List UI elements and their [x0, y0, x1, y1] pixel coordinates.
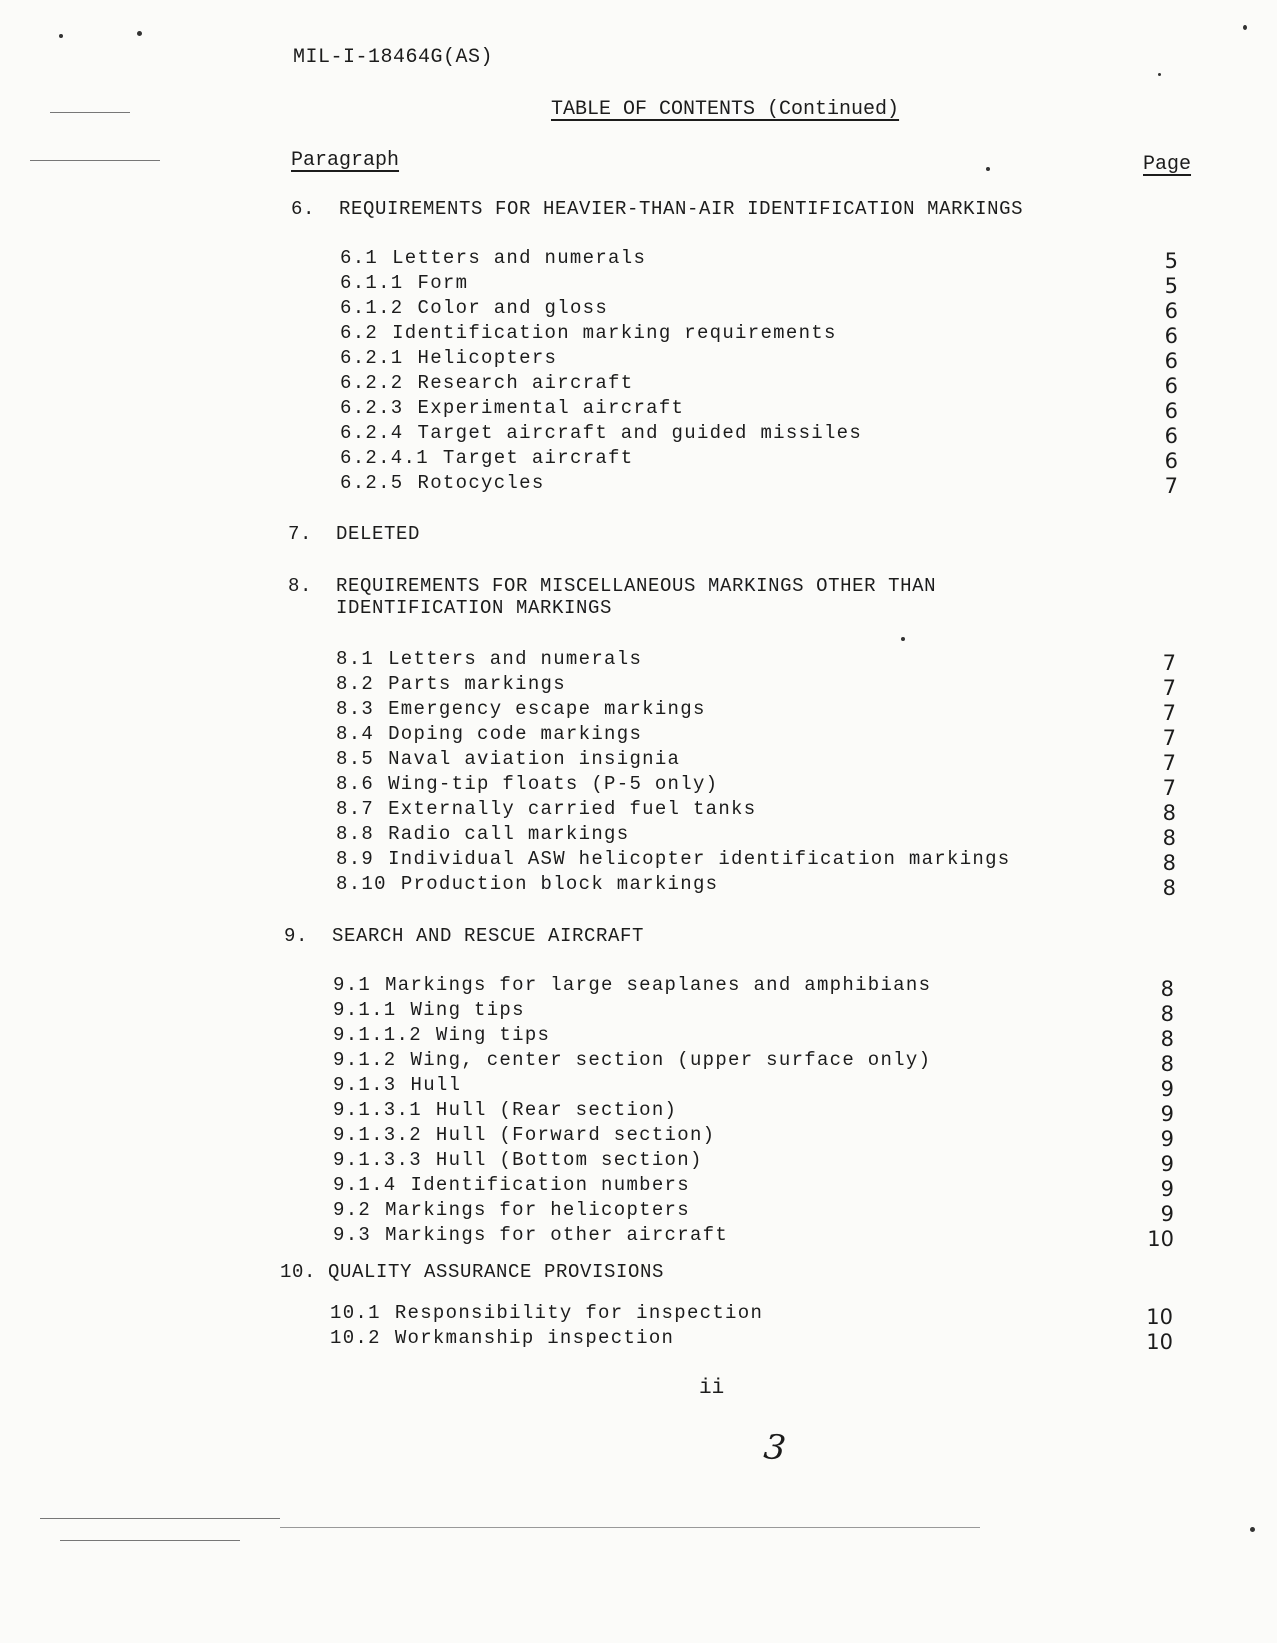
- entry-page: 10: [1146, 1330, 1173, 1354]
- entry-page: 8: [1162, 876, 1176, 900]
- entry-code: 9.3: [333, 1224, 372, 1246]
- entry-text: Research aircraft: [417, 372, 634, 394]
- entry-page: 8: [1160, 1027, 1174, 1051]
- entry-text: Identification numbers: [410, 1174, 690, 1196]
- scan-streak: [40, 1518, 280, 1519]
- document-identifier: MIL-I-18464G(AS): [293, 46, 494, 69]
- paragraph-column-header: Paragraph: [291, 149, 400, 172]
- toc-entry: [333, 1124, 715, 1146]
- entry-code: 9.1.3.1: [333, 1099, 422, 1121]
- page-column-header: Page: [1143, 153, 1192, 176]
- scan-streak: [280, 1527, 980, 1528]
- toc-entry: [340, 322, 837, 344]
- entry-text: Naval aviation insignia: [388, 748, 681, 770]
- toc-entry: [333, 1099, 677, 1121]
- toc-entry: [340, 297, 608, 319]
- entry-code: 8.6: [336, 773, 375, 795]
- toc-entry: [336, 773, 718, 795]
- entry-code: 6.2.4.1: [340, 447, 429, 469]
- entry-page: 8: [1160, 1052, 1174, 1076]
- entry-code: 8.10: [336, 873, 387, 895]
- entry-page: 9: [1160, 1102, 1174, 1126]
- entry-page: 9: [1160, 1177, 1174, 1201]
- entry-page: 8: [1160, 977, 1174, 1001]
- entry-code: 6.1: [340, 247, 379, 269]
- toc-entry: [336, 673, 566, 695]
- toc-entry: [336, 798, 756, 820]
- entry-code: 8.1: [336, 648, 375, 670]
- toc-entry: [333, 1074, 461, 1096]
- entry-text: Emergency escape markings: [388, 698, 706, 720]
- entry-text: Individual ASW helicopter identification markings: [388, 848, 1011, 870]
- entry-page: 8: [1162, 826, 1176, 850]
- entry-code: 9.1.2: [333, 1049, 397, 1071]
- entry-page: 6: [1164, 299, 1178, 323]
- page-folio: ii: [699, 1377, 725, 1400]
- entry-code: 9.1.3.3: [333, 1149, 422, 1171]
- toc-entry: [333, 1174, 690, 1196]
- entry-code: 9.1.1: [333, 999, 397, 1021]
- entry-code: 9.1.3.2: [333, 1124, 422, 1146]
- entry-page: 6: [1164, 424, 1178, 448]
- entry-code: 9.1.3: [333, 1074, 397, 1096]
- entry-page: 9: [1160, 1152, 1174, 1176]
- toc-entry: [333, 974, 931, 996]
- toc-entry: [340, 397, 684, 419]
- entry-page: 7: [1164, 474, 1178, 498]
- toc-entry: [336, 748, 680, 770]
- section-number: 6.: [291, 198, 316, 220]
- entry-code: 6.2.1: [340, 347, 404, 369]
- toc-entry: [330, 1302, 763, 1324]
- entry-page: 7: [1162, 751, 1176, 775]
- entry-code: 9.2: [333, 1199, 372, 1221]
- section-number: 7.: [288, 523, 313, 545]
- section-heading: [284, 925, 644, 947]
- entry-text: Letters and numerals: [388, 648, 643, 670]
- entry-text: Color and gloss: [417, 297, 609, 319]
- entry-page: 7: [1162, 701, 1176, 725]
- toc-entry: [340, 347, 557, 369]
- entry-text: Wing, center section (upper surface only): [410, 1049, 932, 1071]
- entry-code: 6.1.1: [340, 272, 404, 294]
- handwritten-page-number: 3: [761, 1426, 788, 1470]
- entry-page: 6: [1164, 449, 1178, 473]
- entry-code: 6.2.3: [340, 397, 404, 419]
- entry-text: Radio call markings: [388, 823, 630, 845]
- toc-entry: [333, 1149, 703, 1171]
- entry-page: 6: [1164, 324, 1178, 348]
- entry-text: Hull: [410, 1074, 462, 1096]
- entry-text: Hull (Bottom section): [435, 1149, 703, 1171]
- entry-page: 10: [1147, 1227, 1174, 1251]
- section-title: QUALITY ASSURANCE PROVISIONS: [328, 1261, 665, 1283]
- entry-page: 6: [1164, 399, 1178, 423]
- entry-page: 8: [1162, 801, 1176, 825]
- toc-entry: [336, 723, 642, 745]
- entry-text: Wing tips: [410, 999, 525, 1021]
- section-title-continued: IDENTIFICATION MARKINGS: [336, 597, 613, 619]
- entry-code: 6.2: [340, 322, 379, 344]
- entry-code: 9.1: [333, 974, 372, 996]
- toc-entry: [333, 999, 525, 1021]
- entry-code: 6.2.4: [340, 422, 404, 444]
- entry-page: 5: [1164, 249, 1178, 273]
- toc-title: TABLE OF CONTENTS (Continued): [551, 98, 900, 121]
- entry-code: 8.5: [336, 748, 375, 770]
- entry-code: 6.2.2: [340, 372, 404, 394]
- entry-text: Externally carried fuel tanks: [388, 798, 757, 820]
- scan-speck: [986, 167, 990, 171]
- entry-page: 9: [1160, 1202, 1174, 1226]
- toc-entry: [340, 272, 468, 294]
- entry-code: 8.7: [336, 798, 375, 820]
- entry-code: 8.9: [336, 848, 375, 870]
- toc-entry: [333, 1049, 931, 1071]
- entry-page: 6: [1164, 349, 1178, 373]
- entry-page: 8: [1160, 1002, 1174, 1026]
- entry-code: 6.1.2: [340, 297, 404, 319]
- scan-speck: [1243, 25, 1247, 30]
- entry-text: Doping code markings: [388, 723, 643, 745]
- entry-code: 9.1.4: [333, 1174, 397, 1196]
- entry-code: 8.3: [336, 698, 375, 720]
- section-title: DELETED: [336, 523, 421, 545]
- entry-text: Target aircraft: [442, 447, 634, 469]
- entry-text: Experimental aircraft: [417, 397, 685, 419]
- entry-page: 7: [1162, 651, 1176, 675]
- toc-entry: [340, 372, 633, 394]
- entry-text: Markings for large seaplanes and amphibians: [385, 974, 932, 996]
- entry-text: Markings for helicopters: [385, 1199, 690, 1221]
- entry-text: Identification marking requirements: [392, 322, 837, 344]
- section-heading: [288, 575, 936, 619]
- toc-entry: [340, 422, 862, 444]
- entry-page: 7: [1162, 676, 1176, 700]
- toc-entry: [340, 447, 633, 469]
- entry-page: 7: [1162, 776, 1176, 800]
- entry-text: Wing-tip floats (P-5 only): [388, 773, 719, 795]
- toc-entry: [333, 1024, 550, 1046]
- entry-code: 6.2.5: [340, 472, 404, 494]
- scan-streak: [50, 112, 130, 113]
- entry-text: Markings for other aircraft: [385, 1224, 729, 1246]
- section-heading: [291, 198, 1023, 220]
- entry-text: Parts markings: [388, 673, 566, 695]
- entry-code: 8.4: [336, 723, 375, 745]
- section-number: 10.: [280, 1261, 317, 1283]
- toc-entry: [336, 648, 642, 670]
- scan-speck: [59, 34, 63, 38]
- entry-text: Target aircraft and guided missiles: [417, 422, 863, 444]
- entry-text: Wing tips: [435, 1024, 551, 1046]
- entry-code: 8.2: [336, 673, 375, 695]
- toc-entry: [333, 1199, 690, 1221]
- entry-page: 5: [1164, 274, 1178, 298]
- toc-entry: [336, 698, 706, 720]
- section-title: REQUIREMENTS FOR HEAVIER-THAN-AIR IDENTIFICATION MARKINGS: [339, 198, 1024, 220]
- scan-speck: [901, 637, 905, 641]
- toc-entry: [336, 873, 718, 895]
- entry-text: Letters and numerals: [392, 247, 647, 269]
- toc-entry: [340, 247, 646, 269]
- scan-speck: [1250, 1527, 1255, 1532]
- scan-streak: [60, 1540, 240, 1541]
- scan-speck: [137, 31, 142, 36]
- entry-text: Workmanship inspection: [394, 1327, 675, 1349]
- section-title: REQUIREMENTS FOR MISCELLANEOUS MARKINGS OTHER THAN: [336, 575, 937, 597]
- entry-text: Rotocycles: [417, 472, 545, 494]
- entry-code: 8.8: [336, 823, 375, 845]
- toc-entry: [333, 1224, 728, 1246]
- toc-entry: [340, 472, 545, 494]
- entry-code: 10.1: [330, 1302, 381, 1324]
- toc-entry: [330, 1327, 674, 1349]
- scan-speck: [1158, 73, 1161, 76]
- entry-page: 9: [1160, 1077, 1174, 1101]
- entry-code: 9.1.1.2: [333, 1024, 422, 1046]
- entry-text: Form: [417, 272, 469, 294]
- section-title: SEARCH AND RESCUE AIRCRAFT: [332, 925, 645, 947]
- toc-entry: [336, 848, 1011, 870]
- section-heading: [280, 1261, 664, 1283]
- scan-streak: [30, 160, 160, 161]
- entry-text: Helicopters: [417, 347, 558, 369]
- section-number: 9.: [284, 925, 309, 947]
- entry-page: 7: [1162, 726, 1176, 750]
- entry-text: Hull (Rear section): [435, 1099, 678, 1121]
- section-heading: [288, 523, 420, 545]
- entry-text: Responsibility for inspection: [394, 1302, 764, 1324]
- entry-code: 10.2: [330, 1327, 381, 1349]
- entry-page: 8: [1162, 851, 1176, 875]
- entry-page: 9: [1160, 1127, 1174, 1151]
- entry-page: 10: [1146, 1305, 1173, 1329]
- entry-page: 6: [1164, 374, 1178, 398]
- entry-text: Hull (Forward section): [435, 1124, 716, 1146]
- entry-text: Production block markings: [400, 873, 719, 895]
- toc-entry: [336, 823, 629, 845]
- section-number: 8.: [288, 575, 313, 597]
